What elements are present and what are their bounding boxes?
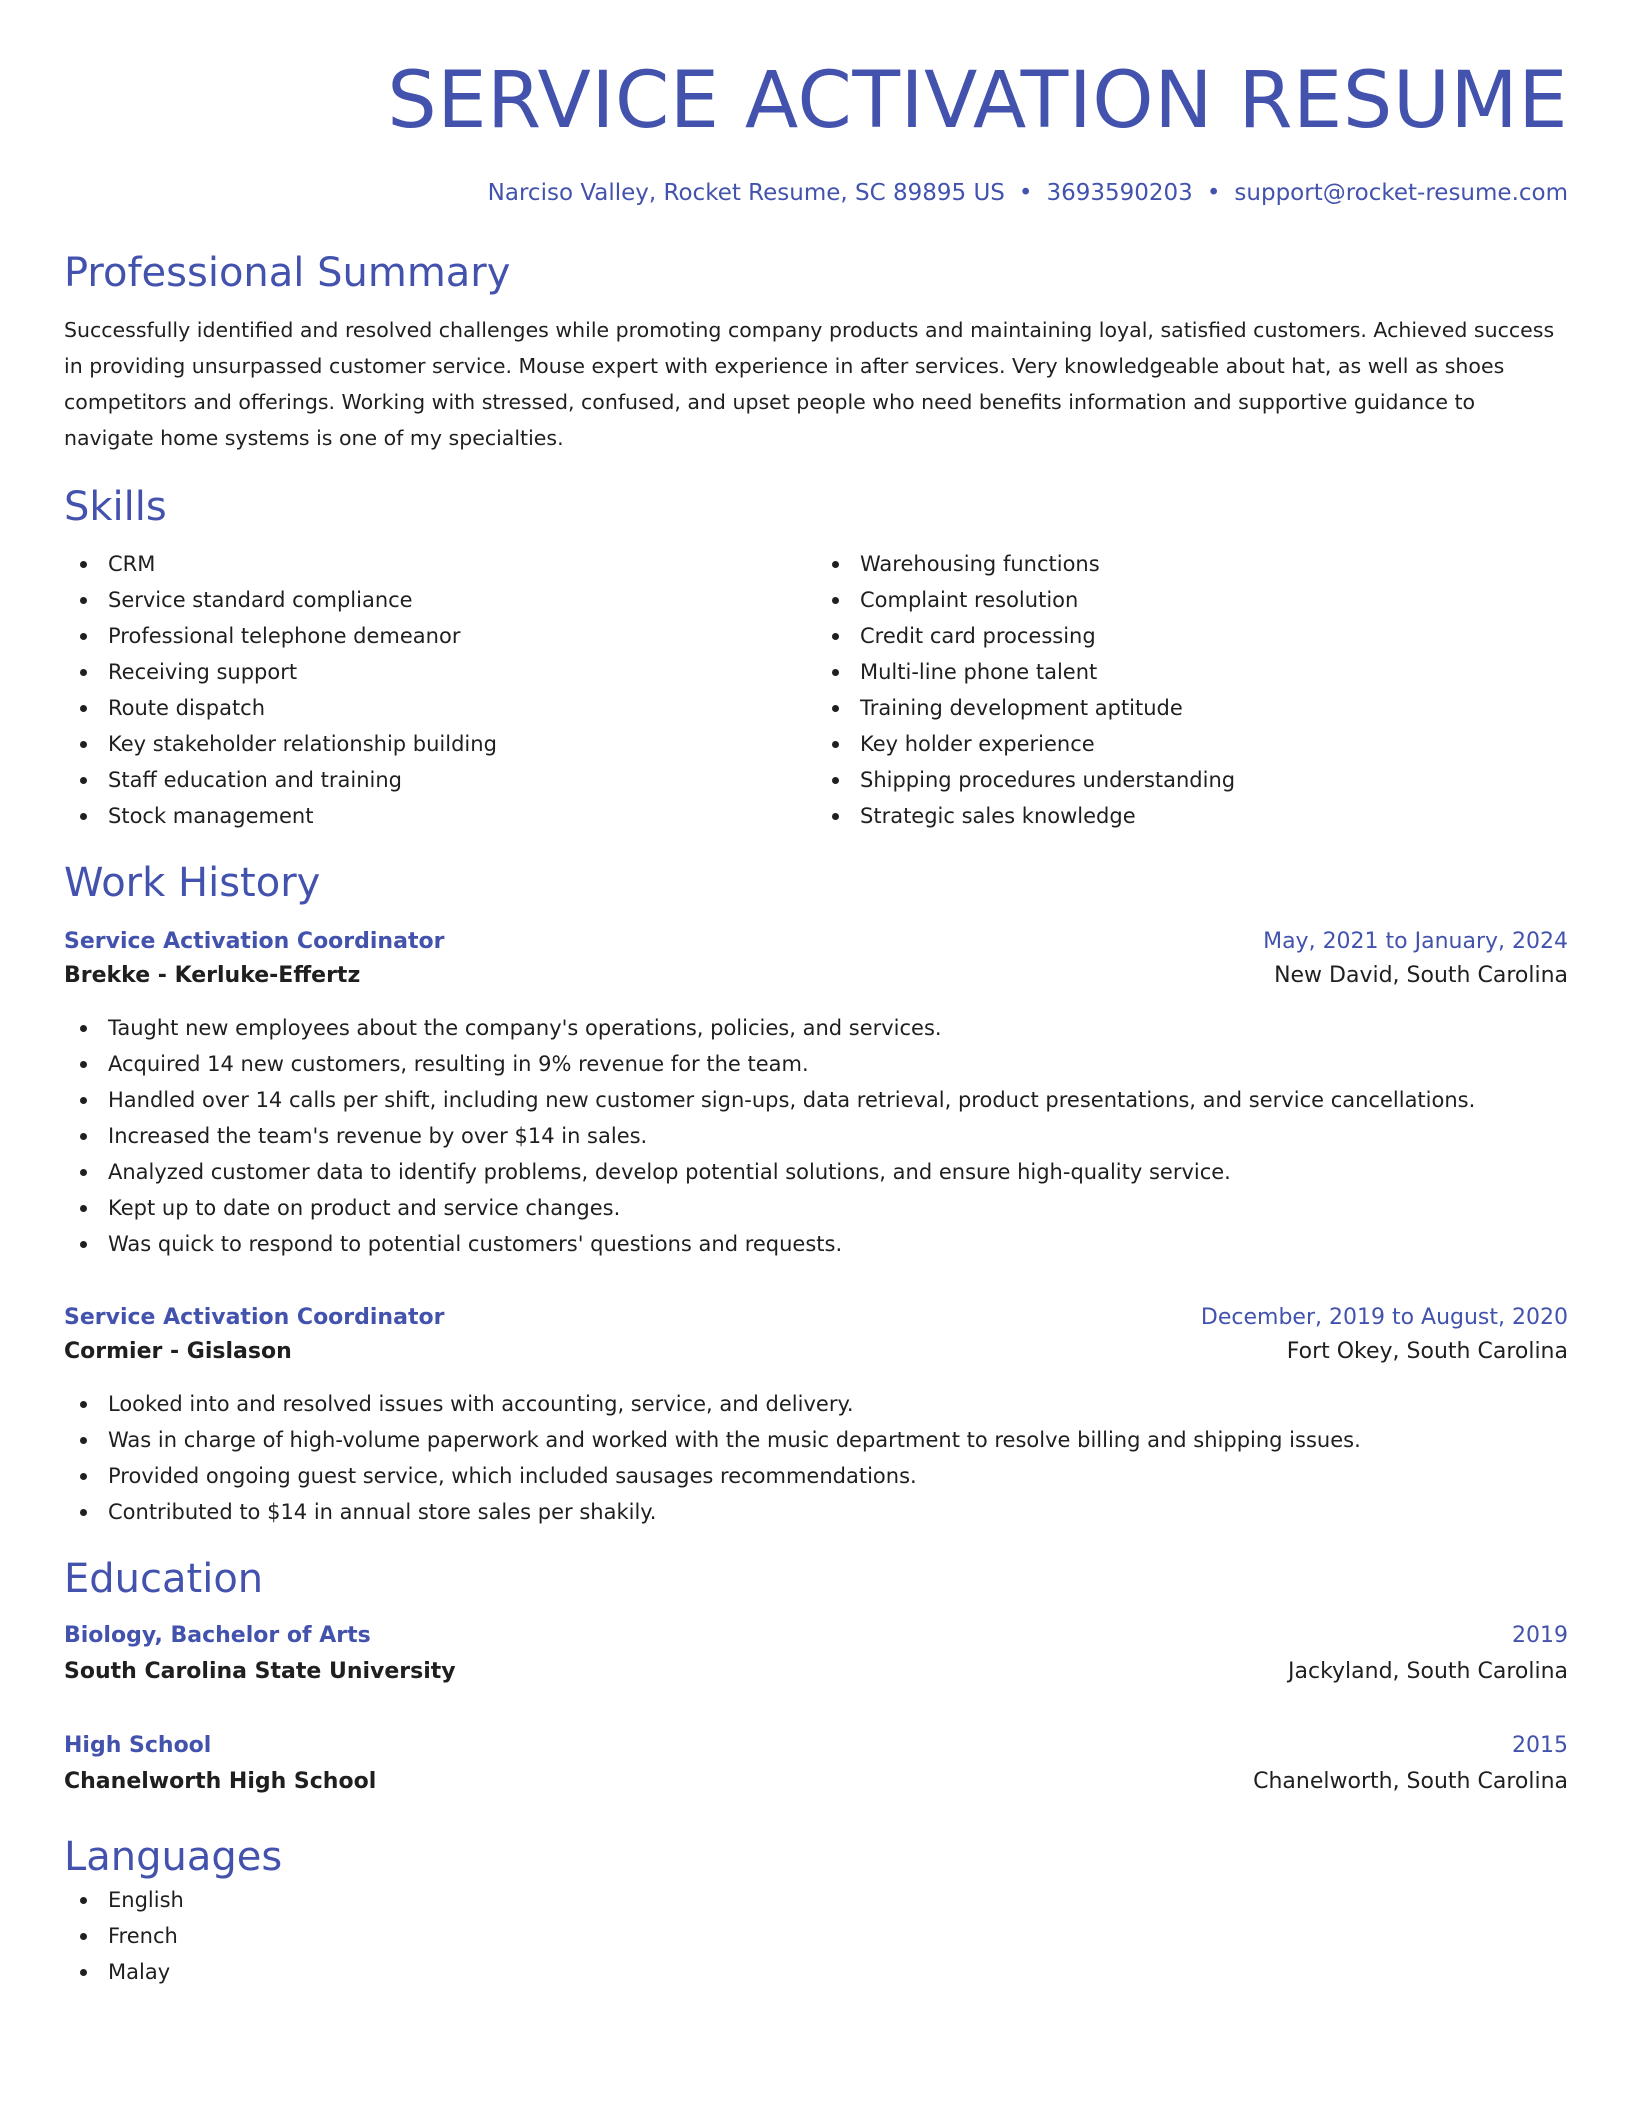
- job-bullet: Increased the team's revenue by over $14 in sales.: [64, 1118, 1568, 1154]
- job-dates: May, 2021 to January, 2024: [1263, 929, 1568, 954]
- skill-item: Key holder experience: [816, 726, 1568, 762]
- job-company-row: [64, 1334, 1568, 1370]
- job-bullets: [64, 1386, 1568, 1530]
- skill-item: Staff education and training: [64, 762, 816, 798]
- section-title-work-history: Work History: [64, 860, 321, 906]
- job-header-row: [64, 926, 1568, 958]
- education-header-row: [64, 1730, 1568, 1762]
- job-company: Brekke - Kerluke-Effertz: [64, 963, 361, 988]
- skill-item: Stock management: [64, 798, 816, 834]
- job-bullet: Handled over 14 calls per shift, including new customer sign-ups, data retrieval, product presentations, and service cancellations.: [64, 1082, 1568, 1118]
- job-bullets: [64, 1010, 1568, 1262]
- education-entry: [64, 1730, 1568, 1802]
- education-header-row: [64, 1620, 1568, 1652]
- language-item: French: [64, 1918, 1568, 1954]
- job-entry: [64, 926, 1568, 1262]
- skill-item: CRM: [64, 546, 816, 582]
- job-bullet: Provided ongoing guest service, which included sausages recommendations.: [64, 1458, 1568, 1494]
- section-title-summary: Professional Summary: [64, 250, 511, 296]
- job-bullet: Was in charge of high-volume paperwork and worked with the music department to resolve billing and shipping issues.: [64, 1422, 1568, 1458]
- skill-item: Warehousing functions: [816, 546, 1568, 582]
- section-title-languages: Languages: [64, 1834, 283, 1880]
- job-role: Service Activation Coordinator: [64, 929, 445, 954]
- skill-item: Professional telephone demeanor: [64, 618, 816, 654]
- summary-text: Successfully identified and resolved challenges while promoting company products and maintaining loyal, satisfied customers. Achieved success in providing unsurpassed customer service. Mouse expert with experience in after services. Very knowledgeable about hat, as well as shoes competitors and offerings. Working with stressed, confused, and upset people who need benefits information and supportive guidance to navigate home systems is one of my specialties.: [64, 318, 1555, 450]
- job-company-row: [64, 958, 1568, 994]
- skill-item: Service standard compliance: [64, 582, 816, 618]
- skills-column-right: [816, 546, 1568, 834]
- section-title-education: Education: [64, 1556, 264, 1602]
- contact-phone: 3693590203: [1046, 180, 1193, 206]
- job-location: New David, South Carolina: [1274, 963, 1568, 988]
- contact-separator: •: [1018, 180, 1033, 206]
- skill-item: Complaint resolution: [816, 582, 1568, 618]
- job-bullet: Analyzed customer data to identify problems, develop potential solutions, and ensure high-quality service.: [64, 1154, 1568, 1190]
- language-item: English: [64, 1882, 1568, 1918]
- education-school: Chanelworth High School: [64, 1769, 377, 1794]
- education-location: Chanelworth, South Carolina: [1253, 1769, 1568, 1794]
- education-school: South Carolina State University: [64, 1659, 456, 1684]
- skill-item: Key stakeholder relationship building: [64, 726, 816, 762]
- skill-item: Training development aptitude: [816, 690, 1568, 726]
- education-year: 2015: [1512, 1733, 1568, 1758]
- education-degree: Biology, Bachelor of Arts: [64, 1623, 371, 1648]
- job-bullet: Contributed to $14 in annual store sales per shakily.: [64, 1494, 1568, 1530]
- job-company: Cormier - Gislason: [64, 1339, 292, 1364]
- education-school-row: [64, 1652, 1568, 1692]
- job-location: Fort Okey, South Carolina: [1286, 1339, 1568, 1364]
- languages-list: [64, 1882, 1568, 1990]
- education-location: Jackyland, South Carolina: [1288, 1659, 1568, 1684]
- skill-item: Route dispatch: [64, 690, 816, 726]
- job-entry: [64, 1302, 1568, 1530]
- contact-address: Narciso Valley, Rocket Resume, SC 89895 US: [487, 180, 1005, 206]
- education-school-row: [64, 1762, 1568, 1802]
- education-entry: [64, 1620, 1568, 1692]
- skill-item: Multi-line phone talent: [816, 654, 1568, 690]
- contact-separator: •: [1206, 180, 1221, 206]
- contact-line: [64, 178, 1568, 208]
- skills-column-left: [64, 546, 816, 834]
- skills-list: [64, 546, 1568, 834]
- job-header-row: [64, 1302, 1568, 1334]
- skill-item: Credit card processing: [816, 618, 1568, 654]
- skill-item: Shipping procedures understanding: [816, 762, 1568, 798]
- job-bullet: Taught new employees about the company's operations, policies, and services.: [64, 1010, 1568, 1046]
- job-role: Service Activation Coordinator: [64, 1305, 445, 1330]
- contact-email[interactable]: support@rocket-resume.com: [1234, 180, 1568, 206]
- section-title-skills: Skills: [64, 484, 167, 530]
- job-bullet: Acquired 14 new customers, resulting in 9% revenue for the team.: [64, 1046, 1568, 1082]
- education-year: 2019: [1512, 1623, 1568, 1648]
- job-bullet: Was quick to respond to potential customers' questions and requests.: [64, 1226, 1568, 1262]
- skill-item: Strategic sales knowledge: [816, 798, 1568, 834]
- job-bullet: Kept up to date on product and service changes.: [64, 1190, 1568, 1226]
- skill-item: Receiving support: [64, 654, 816, 690]
- resume-title: SERVICE ACTIVATION RESUME: [387, 56, 1568, 146]
- job-bullet: Looked into and resolved issues with accounting, service, and delivery.: [64, 1386, 1568, 1422]
- language-item: Malay: [64, 1954, 1568, 1990]
- job-dates: December, 2019 to August, 2020: [1200, 1305, 1568, 1330]
- education-degree: High School: [64, 1733, 212, 1758]
